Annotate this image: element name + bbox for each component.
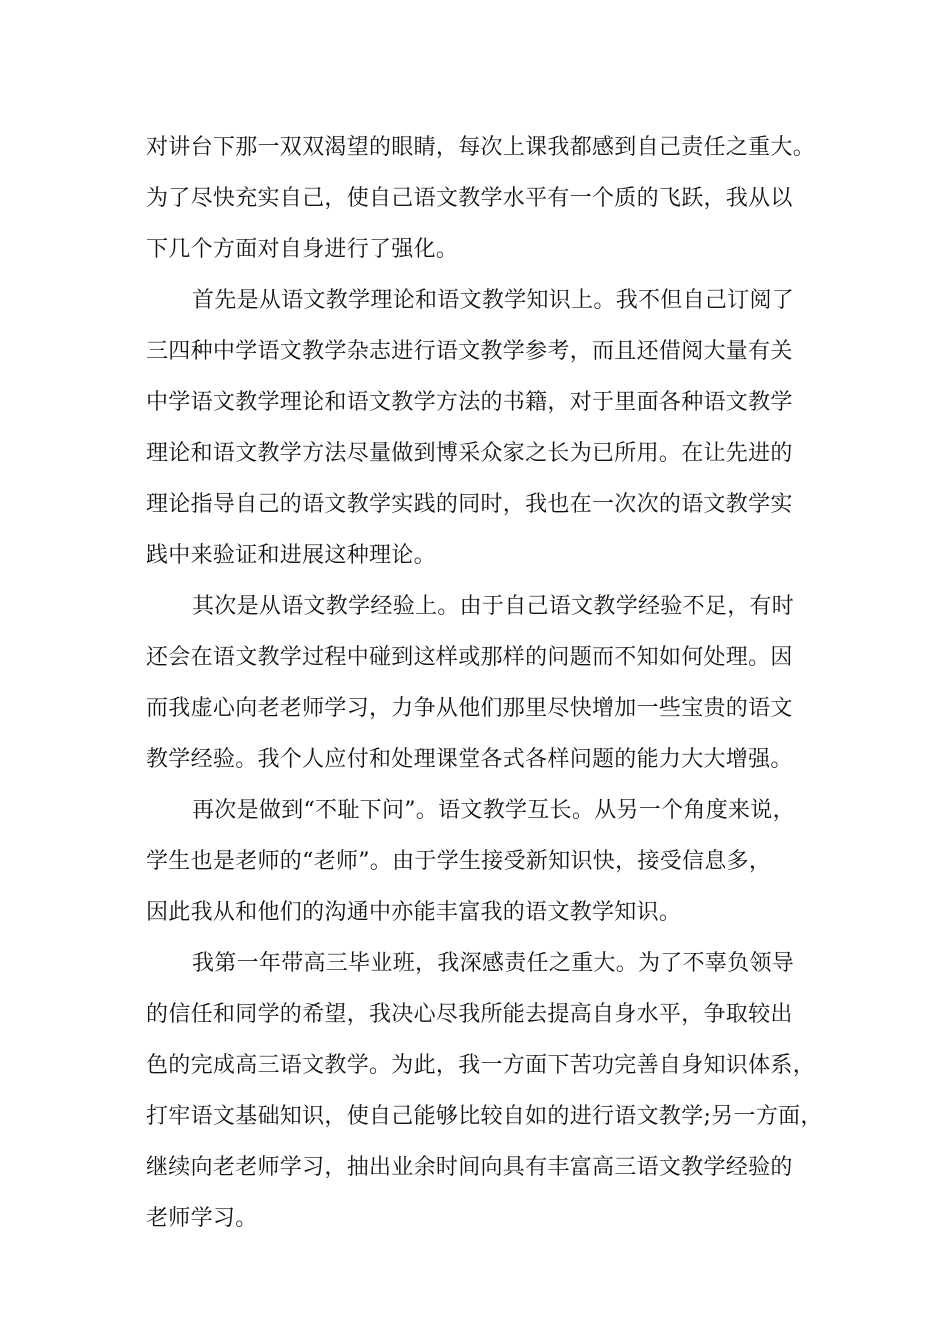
text-line: 三四种中学语文教学杂志进行语文教学参考，而且还借阅大量有关: [146, 339, 793, 364]
text-line: 因此我从和他们的沟通中亦能丰富我的语文教学知识。: [146, 900, 682, 925]
text-line: 其次是从语文教学经验上。由于自己语文教学经验不足，有时: [192, 594, 795, 619]
text-line: 而我虚心向老老师学习，力争从他们那里尽快增加一些宝贵的语文: [146, 696, 793, 721]
document-body: [146, 122, 823, 1244]
text-line: 理论指导自己的语文教学实践的同时，我也在一次次的语文教学实: [146, 492, 793, 517]
text-line: 中学语文教学理论和语文教学方法的书籍，对于里面各种语文教学: [146, 390, 793, 415]
paragraph-5: [146, 938, 823, 1244]
text-line: 继续向老老师学习，抽出业余时间向具有丰富高三语文教学经验的: [146, 1155, 793, 1180]
text-line: 还会在语文教学过程中碰到这样或那样的问题而不知如何处理。因: [146, 645, 793, 670]
text-line: 的信任和同学的希望，我决心尽我所能去提高自身水平，争取较出: [146, 1002, 793, 1027]
text-line: 老师学习。: [146, 1206, 258, 1231]
paragraph-4: [146, 785, 816, 938]
text-line: 教学经验。我个人应付和处理课堂各式各样问题的能力大大增强。: [146, 747, 793, 772]
text-line: 下几个方面对自身进行了强化。: [146, 237, 459, 262]
text-line: 色的完成高三语文教学。为此，我一方面下苦功完善自身知识体系，: [146, 1053, 816, 1078]
text-line: 践中来验证和进展这种理论。: [146, 543, 436, 568]
text-line: 再次是做到“不耻下问”。语文教学互长。从另一个角度来说，: [192, 798, 795, 823]
paragraph-2: [146, 275, 816, 581]
text-line: 我第一年带高三毕业班，我深感责任之重大。为了不辜负领导: [192, 951, 795, 976]
text-line: 为了尽快充实自己，使自己语文教学水平有一个质的飞跃，我从以: [146, 186, 793, 211]
text-line: 学生也是老师的“老师”。由于学生接受新知识快，接受信息多，: [146, 849, 772, 874]
text-line: 打牢语文基础知识，使自己能够比较自如的进行语文教学;另一方面，: [146, 1104, 823, 1129]
paragraph-1: [146, 122, 816, 275]
text-line: 理论和语文教学方法尽量做到博采众家之长为已所用。在让先进的: [146, 441, 793, 466]
paragraph-3: [146, 581, 816, 785]
text-line: 首先是从语文教学理论和语文教学知识上。我不但自己订阅了: [192, 288, 795, 313]
text-line: 对讲台下那一双双渴望的眼睛，每次上课我都感到自己责任之重大。: [146, 135, 816, 160]
